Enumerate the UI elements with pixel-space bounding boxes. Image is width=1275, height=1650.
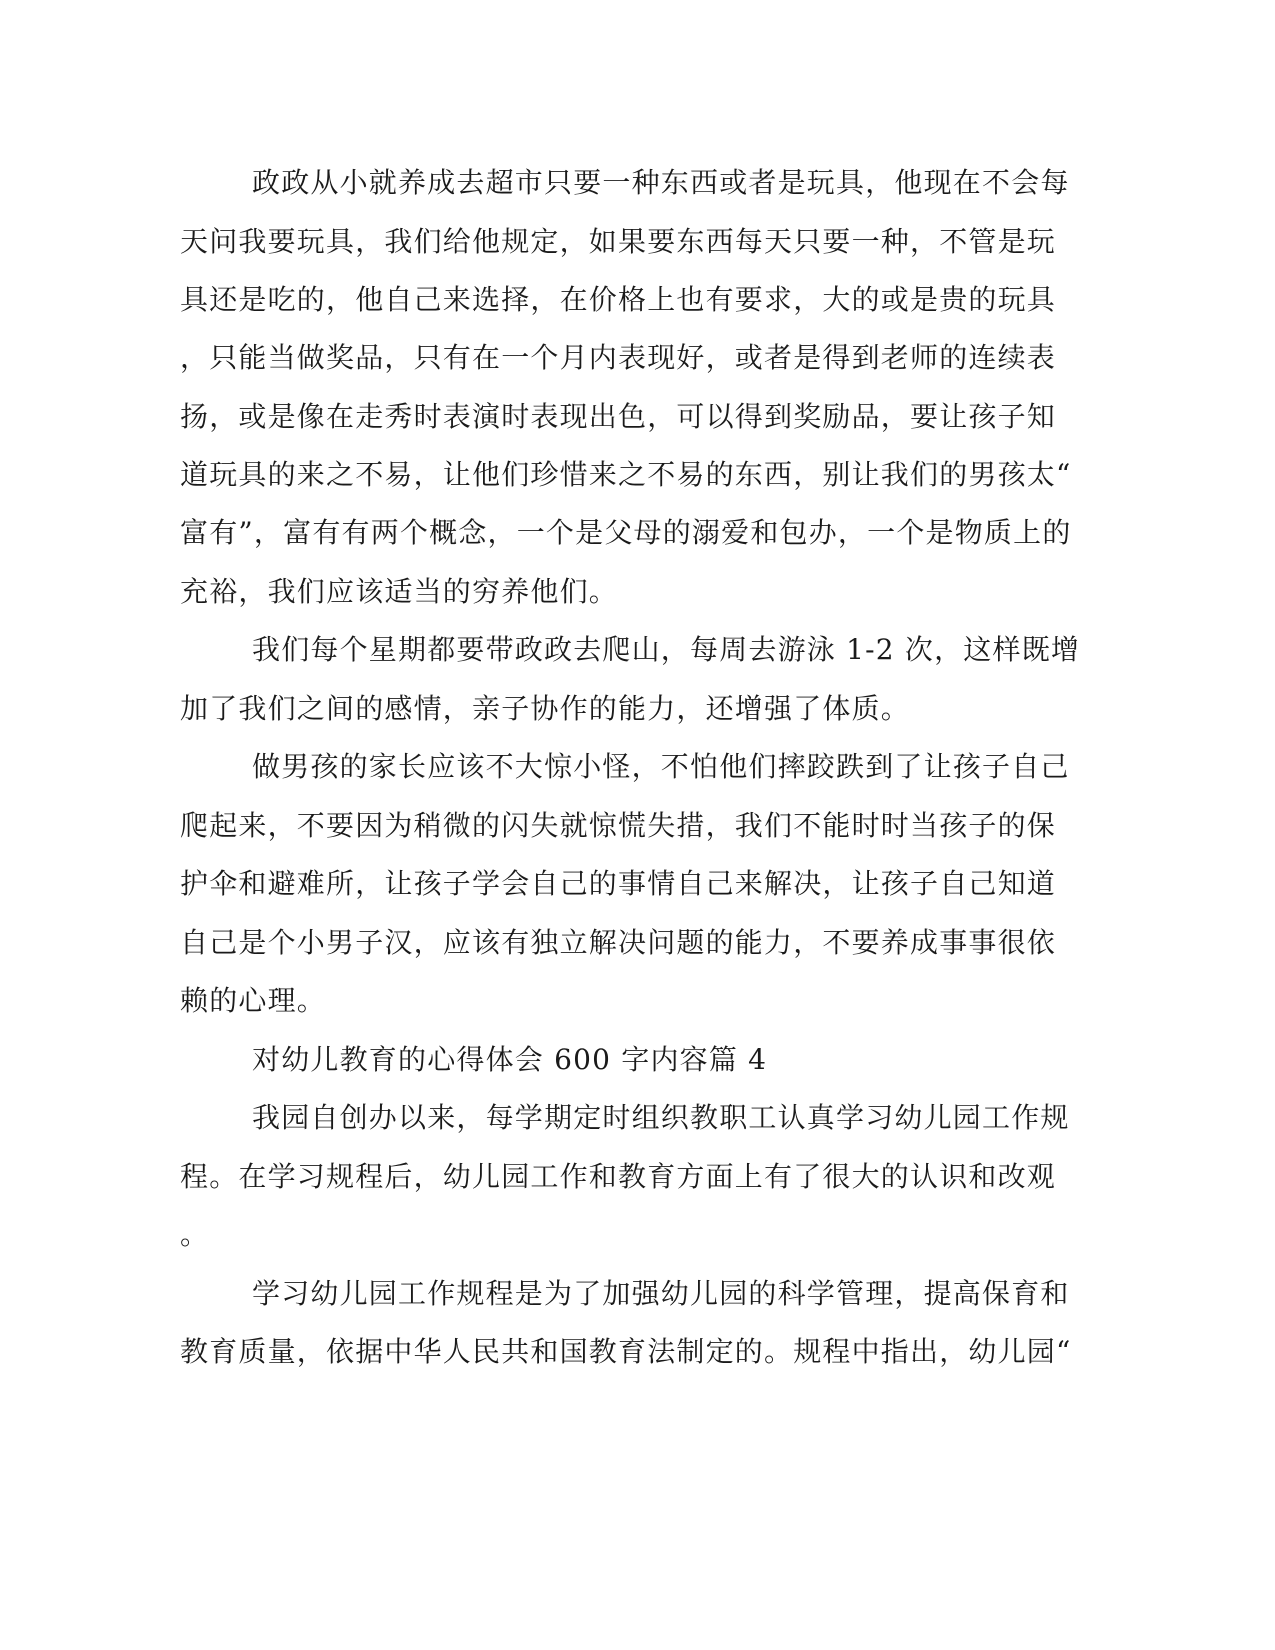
text-line: ，只能当做奖品，只有在一个月内表现好，或者是得到老师的连续表 — [180, 341, 1057, 374]
text-line: 程。在学习规程后，幼儿园工作和教育方面上有了很大的认识和改观 — [180, 1160, 1057, 1193]
text-line: 天问我要玩具，我们给他规定，如果要东西每天只要一种，不管是玩 — [180, 225, 1057, 258]
text-line: 我们每个星期都要带政政去爬山，每周去游泳 1-2 次，这样既增 — [252, 633, 1081, 666]
text-line: 扬，或是像在走秀时表演时表现出色，可以得到奖励品，要让孩子知 — [180, 400, 1057, 433]
text-line: 赖的心理。 — [180, 984, 327, 1017]
text-line: 具还是吃的，他自己来选择，在价格上也有要求，大的或是贵的玩具 — [180, 283, 1057, 316]
text-line: 政政从小就养成去超市只要一种东西或者是玩具，他现在不会每 — [252, 166, 1070, 199]
text-line: 学习幼儿园工作规程是为了加强幼儿园的科学管理，提高保育和 — [252, 1277, 1070, 1310]
section-heading: 对幼儿教育的心得体会 600 字内容篇 4 — [252, 1043, 768, 1076]
text-line: 道玩具的来之不易，让他们珍惜来之不易的东西，别让我们的男孩太“ — [180, 458, 1072, 491]
text-line: 富有”，富有有两个概念，一个是父母的溺爱和包办，一个是物质上的 — [180, 516, 1072, 549]
text-line: 自己是个小男子汉，应该有独立解决问题的能力，不要养成事事很依 — [180, 926, 1057, 959]
text-line: 护伞和避难所，让孩子学会自己的事情自己来解决，让孩子自己知道 — [180, 867, 1057, 900]
text-line: 做男孩的家长应该不大惊小怪，不怕他们摔跤跌到了让孩子自己 — [252, 750, 1070, 783]
text-line: 爬起来，不要因为稍微的闪失就惊慌失措，我们不能时时当孩子的保 — [180, 809, 1057, 842]
text-line: 教育质量，依据中华人民共和国教育法制定的。规程中指出，幼儿园“ — [180, 1335, 1072, 1368]
text-line: 。 — [180, 1218, 210, 1251]
text-line: 我园自创办以来，每学期定时组织教职工认真学习幼儿园工作规 — [252, 1101, 1070, 1134]
text-line: 加了我们之间的感情，亲子协作的能力，还增强了体质。 — [180, 692, 911, 725]
text-line: 充裕，我们应该适当的穷养他们。 — [180, 575, 619, 608]
